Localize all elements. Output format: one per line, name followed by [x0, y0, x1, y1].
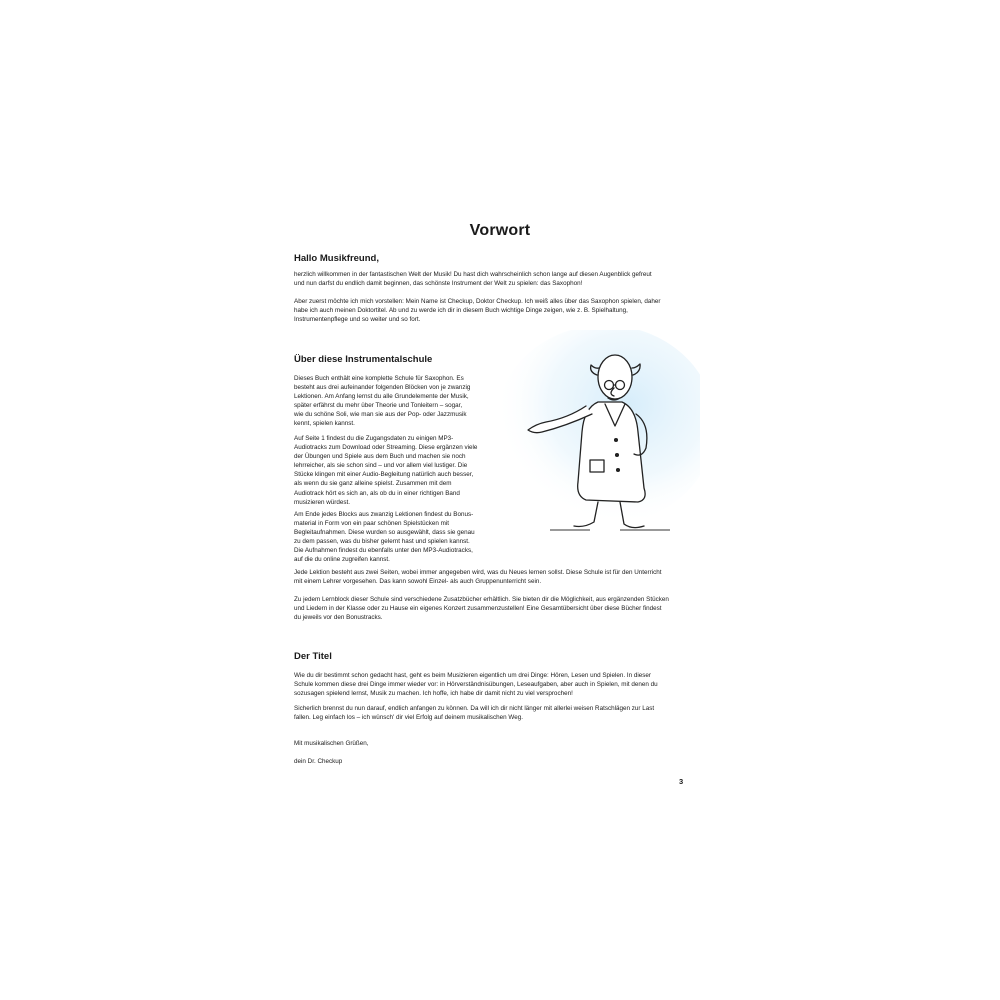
text-line: als wenn du sie ganz alleine spielst. Zusammen mit dem	[294, 480, 452, 488]
section2-paragraph-2	[294, 704, 686, 722]
section-heading-titel: Der Titel	[294, 651, 332, 662]
text-line: Schule kommen diese drei Dinge immer wieder vor: in Hörverständnisübungen, Leseaufgaben, aber auch in Spielen, mit denen du	[294, 681, 658, 689]
text-line: Dieses Buch enthält eine komplette Schule für Saxophon. Es	[294, 375, 464, 382]
section1-paragraph-1	[294, 374, 494, 429]
text-line: musizieren würdest.	[294, 498, 350, 506]
text-line: später erfährst du mehr über Theorie und Tonleitern – sogar,	[294, 402, 463, 410]
greeting-heading: Hallo Musikfreund,	[294, 253, 379, 264]
text-line: Auf Seite 1 findest du die Zugangsdaten zu einigen MP3-	[294, 435, 454, 442]
text-line: herzlich willkommen in der fantastischen Welt der Musik! Du hast dich wahrscheinlich schon lange auf diesen Augenblick gefreut	[294, 271, 652, 278]
text-line: sozusagen spielend lernst, Musik zu machen. Ich hoffe, ich habe dir damit nicht zu viel versprochen!	[294, 690, 573, 698]
text-line: Sicherlich brennst du nun darauf, endlich anfangen zu können. Da will ich dir nicht länger mit allerlei weisen Ratschlägen zur Last	[294, 705, 655, 712]
section-heading-instrumentalschule: Über diese Instrumentalschule	[294, 354, 433, 365]
section2-paragraph-1	[294, 671, 686, 698]
signature: dein Dr. Checkup	[294, 758, 343, 765]
page-number: 3	[679, 777, 684, 786]
section1-paragraph-2	[294, 434, 494, 507]
intro-paragraph-2	[294, 297, 686, 324]
text-line: Jede Lektion besteht aus zwei Seiten, wobei immer angegeben wird, was du Neues lernen sollst. Diese Schule ist für den Unterricht	[294, 569, 662, 576]
text-line: Instrumentenpflege und so weiter und so fort.	[294, 316, 421, 324]
text-line: zu dem passen, was du bisher gelernt hast und spielen kannst.	[294, 538, 470, 546]
text-line: Audiotracks zum Download oder Streaming. Diese ergänzen viele	[294, 444, 478, 452]
section1-paragraph-3	[294, 510, 494, 565]
text-line: und Liedern in der Klasse oder zu Hause ein eigenes Konzert zusammenzustellen! Eine Gesamtübersicht über diese Bücher findest	[294, 605, 662, 613]
closing-line: Mit musikalischen Grüßen,	[294, 740, 369, 747]
page-title: Vorwort	[469, 222, 531, 239]
doctor-checkup-illustration	[470, 330, 700, 550]
text-line: Aber zuerst möchte ich mich vorstellen: Mein Name ist Checkup, Doktor Checkup. Ich weiß alles über das Saxophon spielen, daher	[294, 298, 661, 305]
section1-paragraph-5	[294, 595, 686, 622]
text-line: der Übungen und Spiele aus dem Buch und machen sie noch	[294, 453, 466, 461]
text-line: du jeweils vor den Bonustracks.	[294, 614, 383, 622]
text-line: Zu jedem Lernblock dieser Schule sind verschiedene Zusatzbücher erhältlich. Sie bieten dir die Möglichkeit, aus ergänzenden Stücken	[294, 596, 669, 603]
text-line: und nun darfst du endlich damit beginnen, das schönste Instrument der Welt zu spielen: das Saxophon!	[294, 280, 583, 288]
text-line: Lektionen. Am Anfang lernst du alle Grundelemente der Musik,	[294, 393, 469, 401]
text-line: habe ich auch meinen Doktortitel. Ab und zu werde ich dir in diesem Buch wichtige Dinge zeigen, wie z. B. Spielhaltung,	[294, 307, 628, 315]
text-line: lehrreicher, als sie schon sind – und vor allem viel lustiger. Die	[294, 462, 468, 470]
text-line: Stücke klingen mit einer Audio-Begleitung natürlich auch besser,	[294, 471, 474, 479]
text-line: besteht aus drei aufeinander folgenden Blöcken von je zwanzig	[294, 384, 471, 392]
text-line: mit einem Lehrer vorgesehen. Das kann sowohl Einzel- als auch Gruppenunterricht sein.	[294, 578, 542, 586]
text-line: kennt, spielen kannst.	[294, 420, 355, 428]
intro-paragraph-1	[294, 270, 686, 288]
text-line: Die Aufnahmen findest du ebenfalls unter den MP3-Audiotracks,	[294, 547, 473, 555]
text-line: material in Form von ein paar schönen Spielstücken mit	[294, 520, 450, 528]
text-line: auf die du online zugreifen kannst.	[294, 556, 390, 564]
text-line: Audiotrack hört es sich an, als ob du in einer richtigen Band	[294, 489, 460, 497]
text-line: fallen. Leg einfach los – ich wünsch' dir viel Erfolg auf deinem musikalischen Weg.	[294, 714, 523, 722]
text-line: Am Ende jedes Blocks aus zwanzig Lektionen findest du Bonus-	[294, 511, 474, 518]
section1-paragraph-4	[294, 568, 686, 586]
text-line: Begleitaufnahmen. Diese wurden so ausgewählt, dass sie genau	[294, 529, 475, 537]
text-line: Wie du dir bestimmt schon gedacht hast, geht es beim Musizieren eigentlich um drei Dinge: Hören, Lesen und Spielen. In dieser	[294, 672, 652, 679]
text-line: wie du schöne Soli, wie man sie aus der Pop- oder Jazzmusik	[294, 411, 467, 419]
